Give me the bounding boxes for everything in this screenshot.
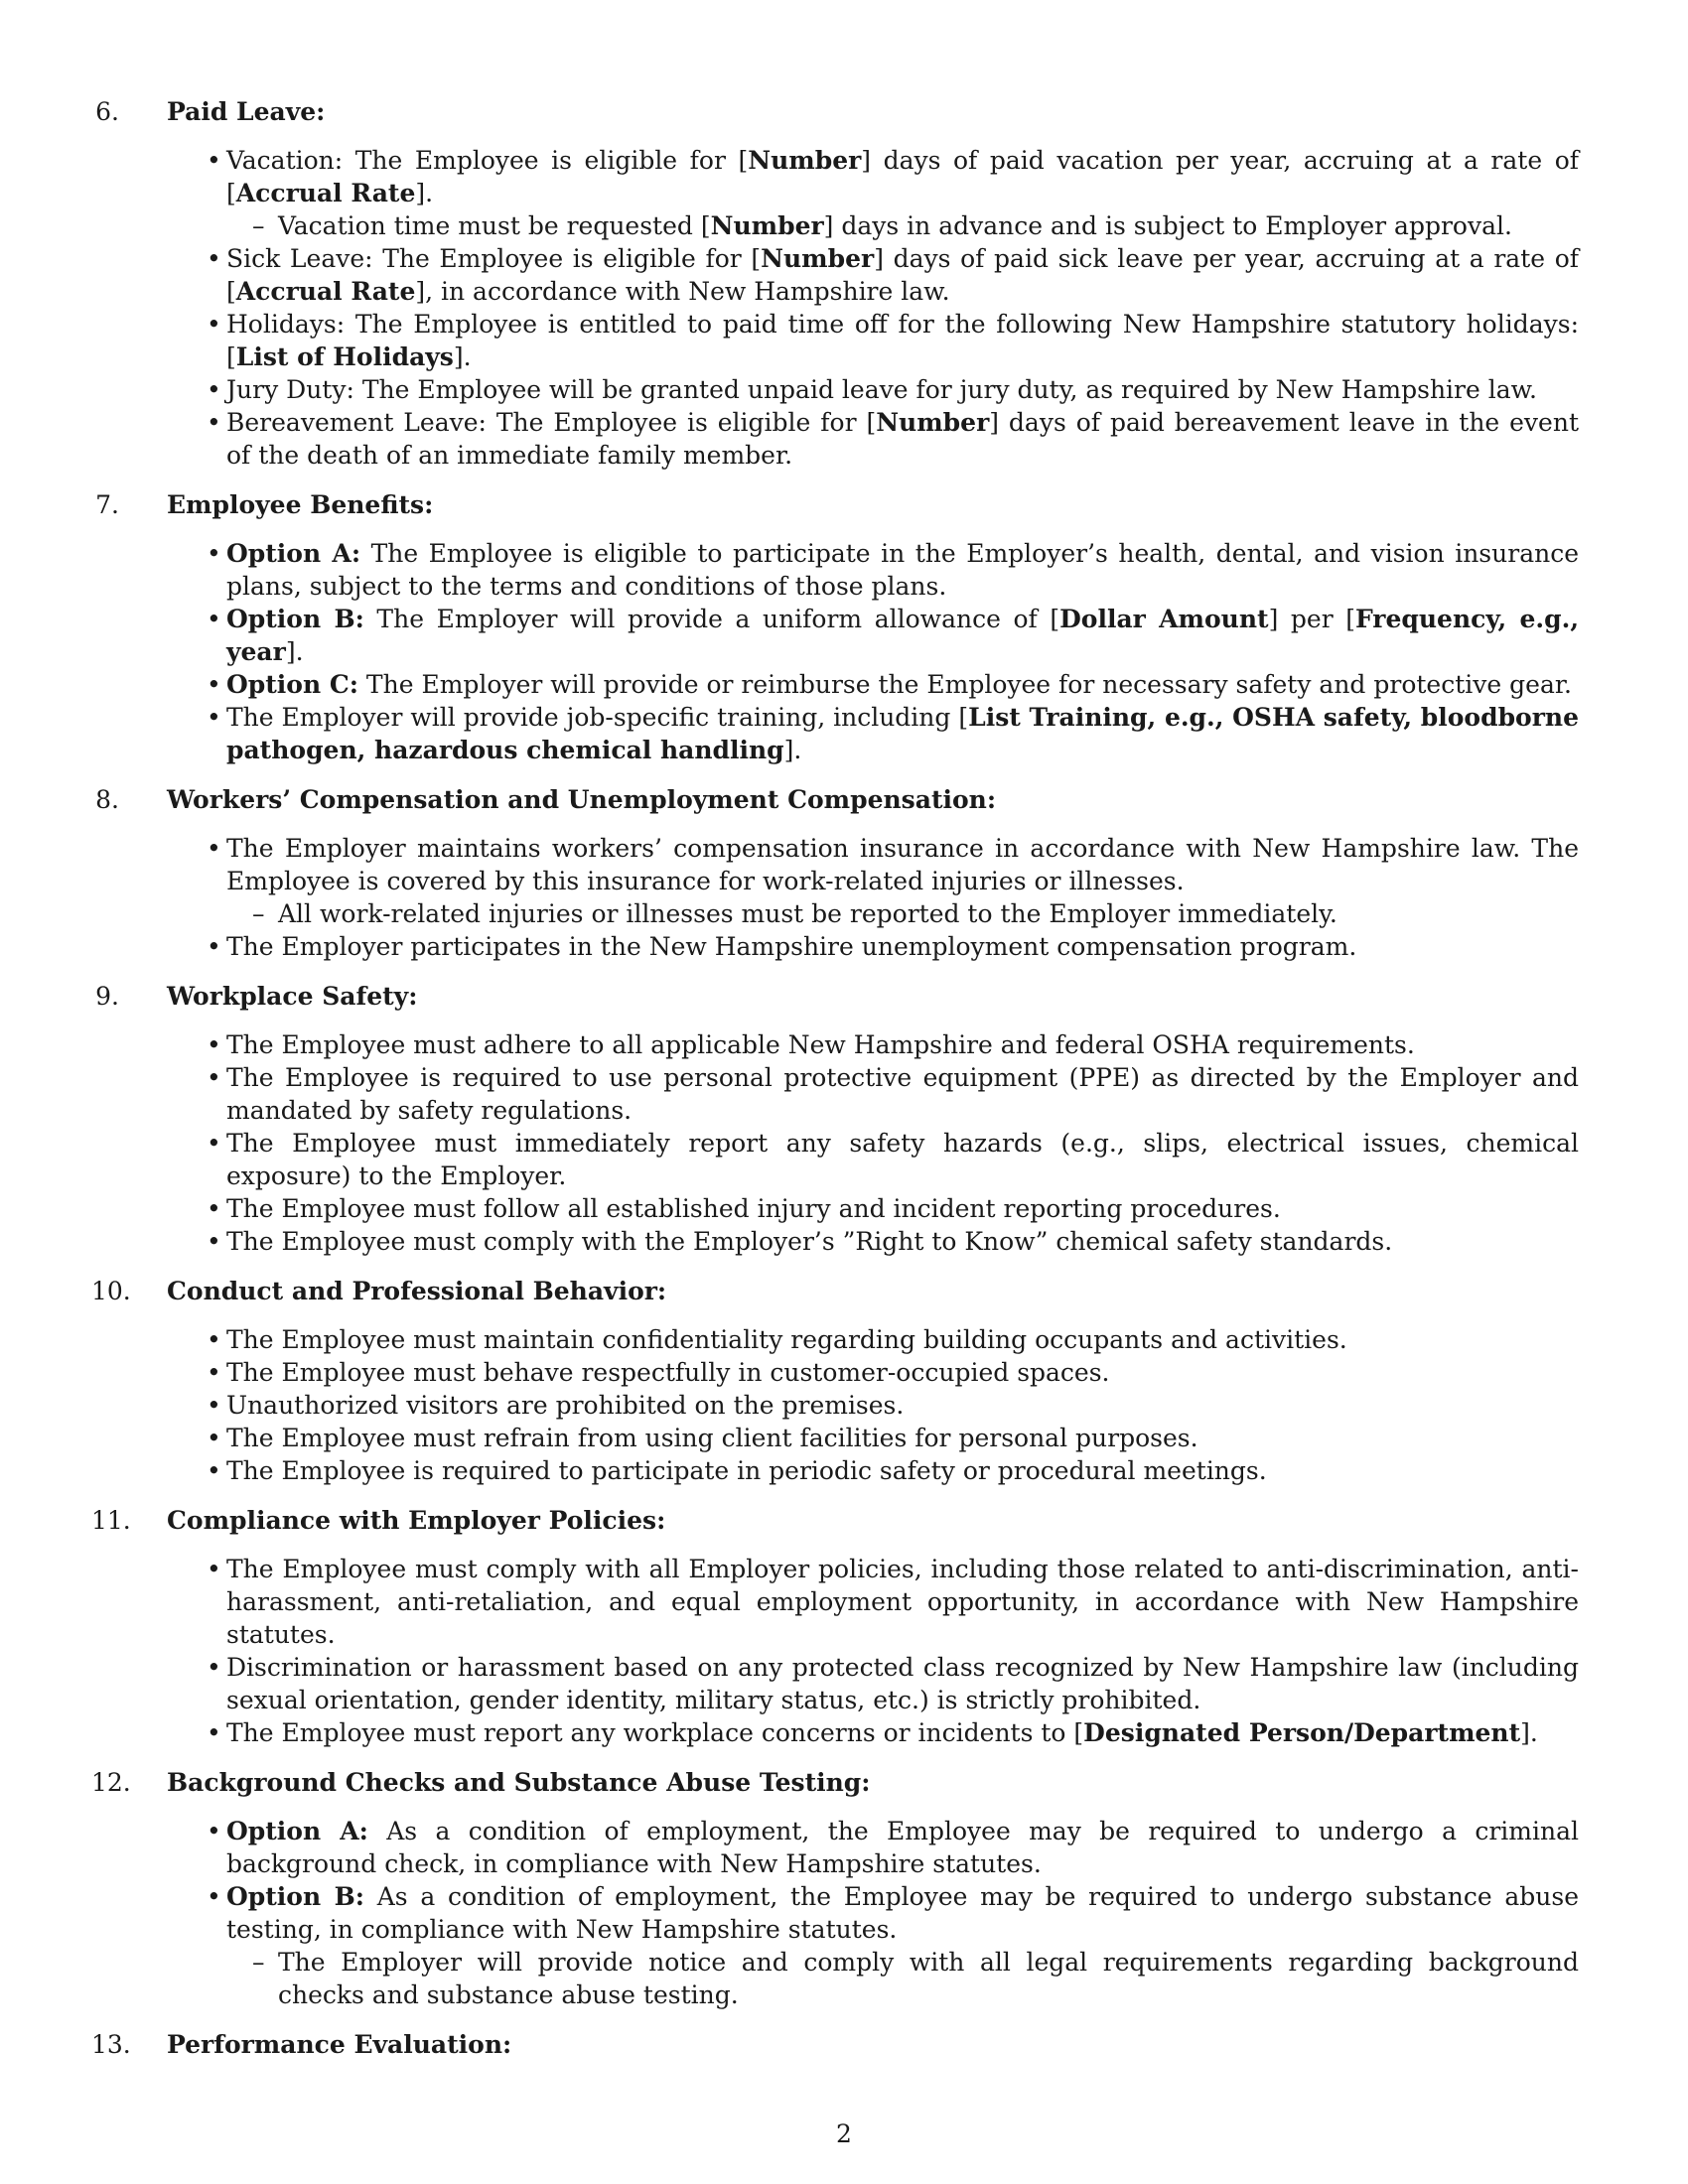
section-number: 11. xyxy=(91,1506,131,1535)
section-compliance xyxy=(91,1504,1579,1749)
bullet-list xyxy=(167,144,1579,472)
list-item: • The Employee must behave respectfully in customer-occupied spaces. xyxy=(167,1356,1579,1389)
section-workplace-safety xyxy=(95,980,1579,1258)
section-number: 8. xyxy=(95,785,119,814)
list-item-vacation: • Vacation: The Employee is eligible for [Number] days of paid vacation per year, accruing at a rate of [Accrual Rate]. – Vacation time must be requested [Number] days in advance and is subject to Employer approval. xyxy=(167,144,1579,242)
list-item-jury-duty: • Jury Duty: The Employee will be granted unpaid leave for jury duty, as required by New Hampshire law. xyxy=(167,373,1579,406)
sub-list-item: – Vacation time must be requested [Number] days in advance and is subject to Employer approval. xyxy=(226,209,1579,242)
list-item: • The Employee must immediately report any safety hazards (e.g., slips, electrical issues, chemical exposure) to the Employer. xyxy=(167,1127,1579,1192)
section-number: 6. xyxy=(95,97,119,126)
list-item-sick-leave: • Sick Leave: The Employee is eligible for [Number] days of paid sick leave per year, accruing at a rate of [Accrual Rate], in accordance with New Hampshire law. xyxy=(167,242,1579,308)
section-number: 7. xyxy=(95,490,119,519)
page-number: 2 xyxy=(836,2119,852,2148)
list-item: • The Employee must follow all established injury and incident reporting procedures. xyxy=(167,1192,1579,1225)
option-label: Option A: xyxy=(226,1817,368,1845)
placeholder-field: List of Holidays xyxy=(235,342,454,371)
section-title: Conduct and Professional Behavior: xyxy=(167,1277,667,1305)
document-body xyxy=(91,95,1580,2078)
section-heading xyxy=(95,980,1579,1013)
bullet-list xyxy=(167,537,1579,766)
section-performance-evaluation xyxy=(91,2028,1579,2061)
list-item-option-a: • Option A: As a condition of employment, the Employee may be required to undergo a criminal background check, in compliance with New Hampshire statutes. xyxy=(167,1815,1579,1880)
list-item-bereavement: • Bereavement Leave: The Employee is eligible for [Number] days of paid bereavement leave in the event of the death of an immediate family member. xyxy=(167,406,1579,472)
list-item: • The Employer participates in the New Hampshire unemployment compensation program. xyxy=(167,930,1579,963)
placeholder-field: Number xyxy=(748,146,862,175)
list-item-training: • The Employer will provide job-specific training, including [List Training, e.g., OSHA safety, bloodborne pathogen, hazardous chemical handling]. xyxy=(167,701,1579,766)
section-number: 13. xyxy=(91,2030,131,2059)
section-title: Paid Leave: xyxy=(167,97,326,126)
list-item-option-c: • Option C: The Employer will provide or reimburse the Employee for necessary safety and protective gear. xyxy=(167,668,1579,701)
bullet-list xyxy=(167,832,1579,963)
option-label: Option B: xyxy=(226,1882,364,1911)
section-heading xyxy=(95,95,1579,128)
section-heading xyxy=(95,488,1579,521)
placeholder-field: Number xyxy=(710,211,824,240)
list-item: • Unauthorized visitors are prohibited on the premises. xyxy=(167,1389,1579,1422)
section-conduct xyxy=(91,1275,1579,1487)
section-background-checks xyxy=(91,1766,1579,2011)
sub-list-item: – All work-related injuries or illnesses must be reported to the Employer immediately. xyxy=(226,897,1579,930)
option-label: Option C: xyxy=(226,670,358,699)
list-item-option-b: • Option B: As a condition of employment, the Employee may be required to undergo substance abuse testing, in compliance with New Hampshire statutes. – The Employer will provide notice and comply with all legal requirements regarding background checks and substance abuse testing. xyxy=(167,1880,1579,2011)
bullet-list xyxy=(167,1815,1579,2011)
placeholder-field: Frequency, e.g., year xyxy=(226,605,1580,666)
section-paid-leave xyxy=(95,95,1579,472)
placeholder-field: Number xyxy=(876,408,990,437)
list-item: • The Employee must comply with all Employer policies, including those related to anti-discrimination, anti-harassment, anti-retaliation, and equal employment opportunity, in accordance with New Hampshire statutes. xyxy=(167,1553,1579,1651)
list-item-option-b: • Option B: The Employer will provide a uniform allowance of [Dollar Amount] per [Frequency, e.g., year]. xyxy=(167,603,1579,668)
section-title: Background Checks and Substance Abuse Testing: xyxy=(167,1768,871,1797)
section-title: Workers’ Compensation and Unemployment Compensation: xyxy=(167,785,997,814)
option-label: Option B: xyxy=(226,605,364,633)
bullet-list xyxy=(167,1323,1579,1487)
list-item-option-a: • Option A: The Employee is eligible to participate in the Employer’s health, dental, and vision insurance plans, subject to the terms and conditions of those plans. xyxy=(167,537,1579,603)
bullet-list xyxy=(167,1553,1579,1749)
placeholder-field: Accrual Rate xyxy=(235,179,416,207)
placeholder-field: List Training, e.g., OSHA safety, bloodborne pathogen, hazardous chemical handling xyxy=(226,703,1579,764)
section-title: Workplace Safety: xyxy=(167,982,418,1011)
sub-list-item: – The Employer will provide notice and comply with all legal requirements regarding background checks and substance abuse testing. xyxy=(226,1946,1579,2011)
sub-list xyxy=(226,1946,1579,2011)
placeholder-field: Dollar Amount xyxy=(1059,605,1269,633)
list-item: • Discrimination or harassment based on any protected class recognized by New Hampshire law (including sexual orientation, gender identity, military status, etc.) is strictly prohibited. xyxy=(167,1651,1579,1716)
section-number: 9. xyxy=(95,982,119,1011)
list-item: • The Employee must adhere to all applicable New Hampshire and federal OSHA requirements. xyxy=(167,1028,1579,1061)
section-number: 10. xyxy=(91,1277,131,1305)
list-item-holidays: • Holidays: The Employee is entitled to paid time off for the following New Hampshire statutory holidays: [List of Holidays]. xyxy=(167,308,1579,373)
section-title: Performance Evaluation: xyxy=(167,2030,512,2059)
section-heading xyxy=(91,1766,1579,1799)
section-title: Compliance with Employer Policies: xyxy=(167,1506,666,1535)
placeholder-field: Accrual Rate xyxy=(235,277,416,306)
placeholder-field: Designated Person/Department xyxy=(1083,1718,1521,1747)
list-item: • The Employee is required to use personal protective equipment (PPE) as directed by the Employer and mandated by safety regulations. xyxy=(167,1061,1579,1127)
section-heading xyxy=(91,1504,1579,1537)
section-employee-benefits xyxy=(95,488,1580,766)
section-heading xyxy=(91,2028,1579,2061)
section-heading xyxy=(95,783,1579,816)
section-workers-compensation xyxy=(95,783,1579,963)
bullet-list xyxy=(167,1028,1579,1258)
list-item: • The Employee must refrain from using client facilities for personal purposes. xyxy=(167,1422,1579,1454)
section-heading xyxy=(91,1275,1579,1307)
list-item: • The Employee must report any workplace concerns or incidents to [Designated Person/Department]. xyxy=(167,1716,1579,1749)
list-item: • The Employee is required to participate in periodic safety or procedural meetings. xyxy=(167,1454,1579,1487)
list-item: • The Employee must comply with the Employer’s ”Right to Know” chemical safety standards. xyxy=(167,1225,1579,1258)
section-title: Employee Benefits: xyxy=(167,490,434,519)
option-label: Option A: xyxy=(226,539,361,568)
list-item: • The Employee must maintain confidentiality regarding building occupants and activities. xyxy=(167,1323,1579,1356)
placeholder-field: Number xyxy=(761,244,875,273)
sub-list xyxy=(226,897,1579,930)
sub-list xyxy=(226,209,1579,242)
section-number: 12. xyxy=(91,1768,131,1797)
list-item: • The Employer maintains workers’ compensation insurance in accordance with New Hampshire law. The Employee is covered by this insurance for work-related injuries or illnesses. – All work-related injuries or illnesses must be reported to the Employer immediately. xyxy=(167,832,1579,930)
